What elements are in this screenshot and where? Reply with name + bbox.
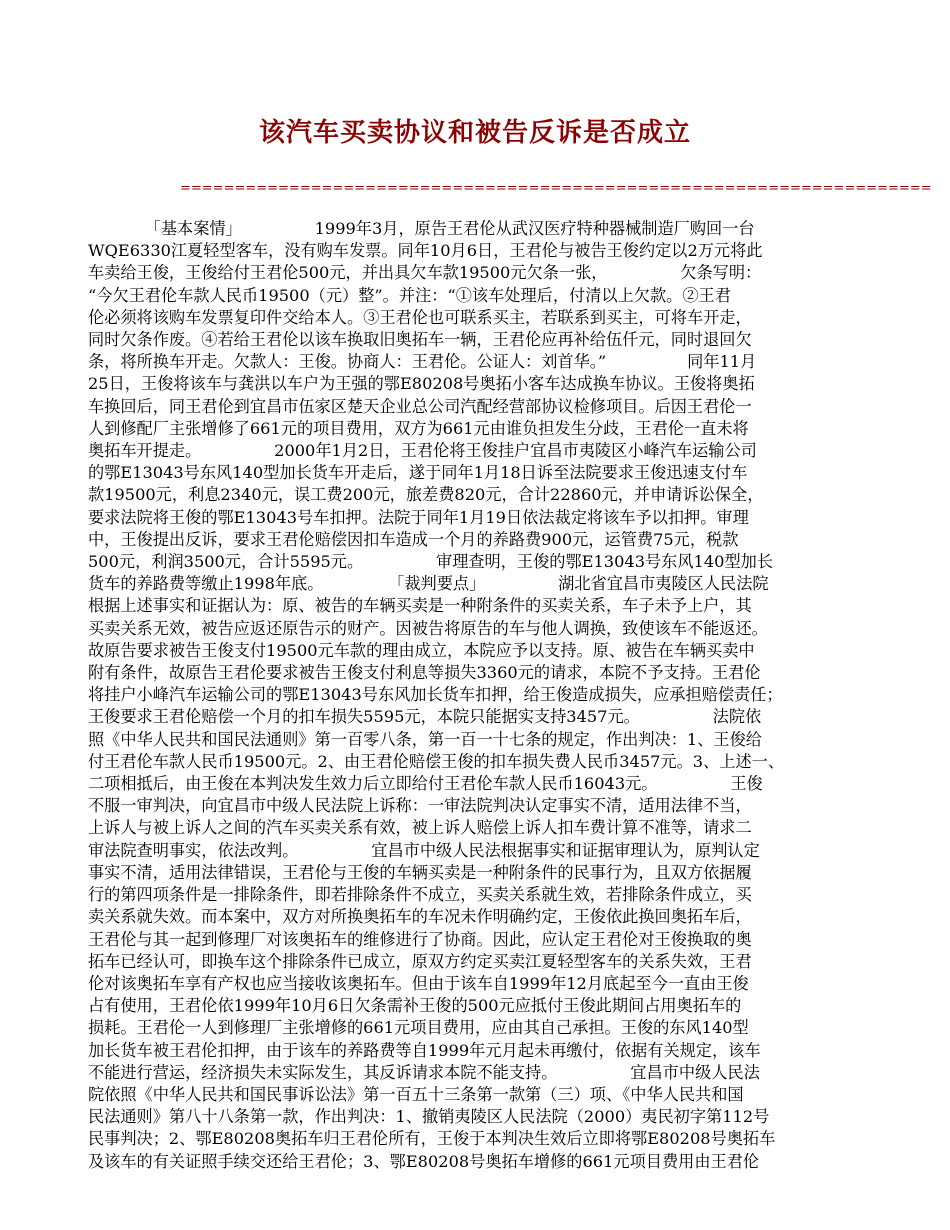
text-line: 上诉人与被上诉人之间的汽车买卖关系有效，被上诉人赔偿上诉人扣车费计算不准等，请求二 [88, 818, 752, 838]
text-line: 奥拓车开提走。 2000年1月2日，王君伦将王俊挂户宜昌市夷陵区小峰汽车运输公司 [88, 441, 757, 461]
text-line: 要求法院将王俊的鄂E13043号车扣押。法院于同年1月19日依法裁定将该车予以扣押。审理 [88, 507, 749, 527]
text-line: 货车的养路费等缴止1998年底。 「裁判要点」 湖北省宜昌市夷陵区人民法院 [88, 574, 769, 594]
text-line: 不服一审判决，向宜昌市中级人民法院上诉称：一审法院判决认定事实不清，适用法律不当， [88, 796, 752, 816]
title-divider: ===================================================================== [180, 181, 932, 196]
text-line: 「基本案情」 1999年3月，原告王君伦从武汉医疗特种器械制造厂购回一台 [88, 219, 755, 238]
text-line: 院依照《中华人民共和国民事诉讼法》第一百五十三条第一款第（三）项、《中华人民共和国 [88, 1084, 744, 1104]
text-line: 王君伦与其一起到修理厂对该奥拓车的维修进行了协商。因此，应认定王君伦对王俊换取的奥 [88, 929, 752, 949]
text-line: 车卖给王俊，王俊给付王君伦500元，并出具欠车款19500元欠条一张， 欠条写明： [88, 263, 762, 283]
text-line: 附有条件，故原告王君伦要求被告王俊支付利息等损失3360元的请求，本院不予支持。王君伦 [88, 663, 761, 683]
text-line: 拓车已经认可，即换车这个排除条件已成立，原双方约定买卖江夏轻型客车的关系失效，王君 [88, 951, 752, 971]
text-line: 王俊要求王君伦赔偿一个月的扣车损失5595元，本院只能据实支持3457元。 法院依 [88, 707, 762, 727]
text-line: 照《中华人民共和国民法通则》第一百零八条，第一百一十七条的规定，作出判决：1、王俊给 [88, 729, 762, 749]
page-title: 该汽车买卖协议和被告反诉是否成立 [258, 118, 691, 148]
text-line: 加长货车被王君伦扣押，由于该车的养路费等自1999年元月起未再缴付，依据有关规定，该车 [88, 1040, 761, 1060]
text-line: 故原告要求被告王俊支付19500元车款的理由成立，本院应予以支持。原、被告在车辆买卖中 [88, 640, 755, 660]
text-line: 条，将所换车开走。欠款人：王俊。协商人：王君伦。公证人：刘首华。” 同年11月 [88, 352, 757, 372]
text-line: 占有使用，王君伦依1999年10月6日欠条需补王俊的500元应抵付王俊此期间占用奥拓车的 [88, 996, 742, 1016]
text-line: 损耗。王君伦一人到修理厂主张增修的661元项目费用，应由其自己承担。王俊的东风140型 [88, 1018, 749, 1038]
text-line: 伦必须将该购车发票复印件交给本人。③王君伦也可联系买主，若联系到买主，可将车开走， [88, 307, 752, 327]
text-line: 500元，利润3500元，合计5595元。 审理查明，王俊的鄂E13043号东风140型加长 [88, 552, 774, 572]
text-line: 不能进行营运，经济损失未实际发生，其反诉请求本院不能支持。 宜昌市中级人民法 [88, 1062, 760, 1082]
text-line: 伦对该奥拓车享有产权也应当接收该奥拓车。但由于该车自1999年12月底起至今一直由王俊 [88, 973, 749, 993]
text-line: 付王君伦车款人民币19500元。2、由王君伦赔偿王俊的扣车损失费人民币3457元。3、上述一、 [88, 751, 785, 771]
text-line: 中，王俊提出反诉，要求王君伦赔偿因扣车造成一个月的养路费900元，运管费75元，税款 [88, 529, 739, 549]
text-line: 将挂户小峰汽车运输公司的鄂E13043号东风加长货车扣押，给王俊造成损失，应承担赔偿责任； [88, 685, 783, 705]
text-line: 车换回后，同王君伦到宜昌市伍家区楚天企业总公司汽配经营部协议检修项目。后因王君伦一 [88, 396, 752, 416]
text-line: 及该车的有关证照手续交还给王君伦；3、鄂E80208号奥拓车增修的661元项目费用由王君伦 [88, 1151, 760, 1171]
text-line: WQE6330江夏轻型客车，没有购车发票。同年10月6日，王君伦与被告王俊约定以2万元将此 [88, 241, 763, 261]
text-line: 二项相抵后，由王俊在本判决发生效力后立即给付王君伦车款人民币16043元。 王俊 [88, 774, 763, 794]
text-line: 行的第四项条件是一排除条件，即若排除条件不成立，买卖关系就生效，若排除条件成立，买 [88, 885, 752, 905]
text-line: 25日，王俊将该车与龚洪以车户为王强的鄂E80208号奥拓小客车达成换车协议。王俊将奥拓 [88, 374, 755, 394]
text-line: 买卖关系无效，被告应返还原告示的财产。因被告将原告的车与他人调换，致使该车不能返还。 [88, 618, 768, 638]
text-line: 民事判决；2、鄂E80208奥拓车归王君伦所有，王俊于本判决生效后立即将鄂E80208号奥拓车 [88, 1129, 776, 1149]
text-line: 根据上述事实和证据认为：原、被告的车辆买卖是一种附条件的买卖关系，车子未予上户，其 [88, 596, 752, 616]
text-line: 民法通则》第八十八条第一款，作出判决：1、撤销夷陵区人民法院（2000）夷民初字第112号 [88, 1107, 770, 1127]
text-line: 的鄂E13043号东风140型加长货车开走后，遂于同年1月18日诉至法院要求王俊迅速支付车 [88, 463, 748, 483]
text-line: 审法院查明事实，依法改判。 宜昌市中级人民法根据事实和证据审理认为，原判认定 [88, 840, 760, 860]
text-line: 款19500元，利息2340元，误工费200元，旅差费820元，合计22860元，并申请诉讼保全， [88, 485, 764, 505]
text-line: “今欠王君伦车款人民币19500（元）整”。并注：“①该车处理后，付清以上欠款。②王君 [88, 285, 731, 305]
text-line: 人到修配厂主张增修了661元的项目费用，双方为661元由谁负担发生分歧，王君伦一直未将 [88, 418, 749, 438]
article-body [88, 218, 872, 1173]
text-line: 卖关系就失效。而本案中，双方对所换奥拓车的车况未作明确约定，王俊依此换回奥拓车后， [88, 907, 752, 927]
text-line: 同时欠条作废。④若给王君伦以该车换取旧奥拓车一辆，王君伦应再补给伍仟元，同时退回欠 [88, 330, 752, 350]
text-line: 事实不清，适用法律错误，王君伦与王俊的车辆买卖是一种附条件的民事行为，且双方依据履 [88, 862, 752, 882]
